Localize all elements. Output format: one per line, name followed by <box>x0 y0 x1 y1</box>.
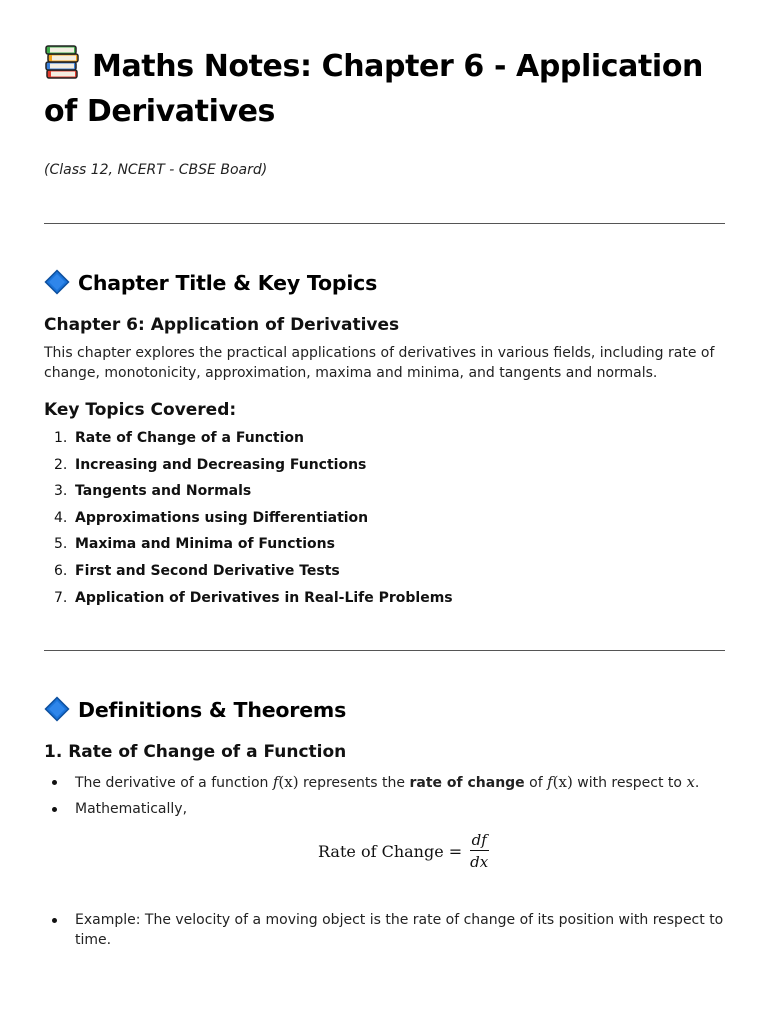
list-item <box>44 481 453 508</box>
list-item <box>44 428 453 455</box>
key-topics-list <box>44 428 453 614</box>
math-function-name: f <box>547 773 553 791</box>
page-title-text: Maths Notes: Chapter 6 - Application of Derivatives <box>44 49 703 129</box>
bullet-icon <box>52 918 57 923</box>
divider <box>44 650 725 651</box>
divider <box>44 223 725 224</box>
list-number: 6. <box>54 562 68 579</box>
chapter-heading: Chapter 6: Application of Derivatives <box>44 315 400 335</box>
math-function-arg: (x) <box>278 773 299 791</box>
list-item <box>44 910 724 950</box>
list-item <box>44 561 453 588</box>
rate-of-change-bullets <box>44 799 724 819</box>
list-item-label: Tangents and Normals <box>75 483 252 500</box>
list-number: 5. <box>54 536 68 553</box>
bullet-text: Mathematically, <box>75 801 188 817</box>
bullet-text: The derivative of a function <box>75 775 273 791</box>
fraction-numerator: df <box>471 831 487 849</box>
list-number: 2. <box>54 456 68 473</box>
bullet-text: Example: The velocity of a moving object is the rate of change of its position with respect to time. <box>75 912 724 948</box>
bullet-text: with respect to <box>572 775 687 791</box>
list-item-label: Approximations using Differentiation <box>75 509 369 526</box>
page-title <box>44 44 734 134</box>
books-icon <box>44 45 80 79</box>
formula-lhs: Rate of Change = <box>318 841 463 861</box>
list-item <box>44 799 724 819</box>
list-item <box>44 534 453 561</box>
list-number: 1. <box>54 430 68 446</box>
list-item-label: Increasing and Decreasing Functions <box>75 456 367 473</box>
section-heading-definitions <box>44 696 346 724</box>
math-function <box>547 773 573 791</box>
list-item-label: Rate of Change of a Function <box>75 430 304 446</box>
section-heading-text: Chapter Title & Key Topics <box>78 271 378 295</box>
list-item-label: Application of Derivatives in Real-Life Problems <box>75 589 453 606</box>
bullet-icon <box>52 780 57 785</box>
chapter-description: This chapter explores the practical applications of derivatives in various fields, including rate of change, monotonicity, approximation, maxima and minima, and tangents and normals. <box>44 345 715 381</box>
list-item <box>44 588 453 615</box>
math-function-arg: (x) <box>552 773 573 791</box>
section-heading-key-topics <box>44 269 377 297</box>
rate-of-change-heading: 1. Rate of Change of a Function <box>44 742 347 762</box>
rate-of-change-formula <box>318 829 490 873</box>
list-item <box>44 455 453 482</box>
subtitle: (Class 12, NCERT - CBSE Board) <box>44 162 268 178</box>
list-number: 4. <box>54 509 68 526</box>
key-topics-heading: Key Topics Covered: <box>44 400 237 420</box>
bold-term: rate of change <box>409 775 525 791</box>
bullet-text: . <box>694 775 700 791</box>
bullet-icon <box>52 807 57 812</box>
list-item-label: Maxima and Minima of Functions <box>75 536 335 553</box>
list-number: 3. <box>54 483 68 500</box>
bullet-text: represents the <box>298 775 410 791</box>
math-variable: x <box>686 773 695 791</box>
math-function <box>273 773 299 791</box>
blue-diamond-icon <box>44 269 70 295</box>
section-heading-text: Definitions & Theorems <box>78 698 347 722</box>
rate-of-change-bullets <box>44 910 724 950</box>
list-item-label: First and Second Derivative Tests <box>75 562 340 579</box>
list-number: 7. <box>54 589 68 606</box>
bullet-text: of <box>524 775 548 791</box>
fraction-denominator: dx <box>470 853 489 871</box>
fraction <box>468 831 490 871</box>
math-function-name: f <box>272 773 279 791</box>
list-item <box>44 772 724 793</box>
rate-of-change-bullets <box>44 772 724 793</box>
blue-diamond-icon <box>44 696 70 722</box>
list-item <box>44 508 453 535</box>
